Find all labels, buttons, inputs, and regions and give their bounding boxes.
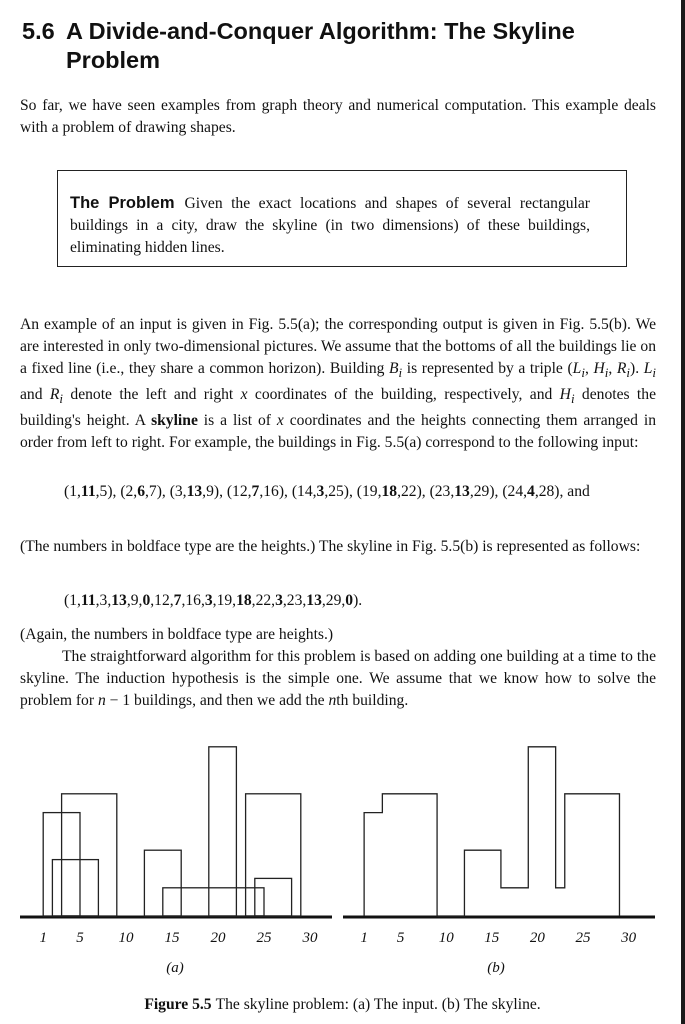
p1-var-l2: L <box>643 360 653 377</box>
p4-suffix-th: th <box>336 692 349 709</box>
p1-var-h: H <box>593 360 605 377</box>
x-tick-label: 1 <box>360 930 368 946</box>
skyline-height: 18 <box>236 592 252 609</box>
x-tick-label: 15 <box>164 930 180 946</box>
panel-label: (b) <box>487 960 505 976</box>
body-paragraph-4 <box>20 646 656 712</box>
skyline-height: 13 <box>111 592 127 609</box>
x-tick-label: 15 <box>484 930 500 946</box>
body-paragraph-2: (The numbers in boldface type are the heights.) The skyline in Fig. 5.5(b) is represented as follows: <box>20 538 641 555</box>
skyline-height: 3 <box>275 592 283 609</box>
x-tick-label: 5 <box>76 930 84 946</box>
p4-text-b: buildings, and then we add the <box>130 692 329 709</box>
p4-minus-one: − 1 <box>105 692 131 709</box>
section-title-line1: A Divide-and-Conquer Algorithm: The Skyline <box>66 18 575 44</box>
skyline-x: 16 <box>185 592 201 609</box>
building-triple: (24,4,28) <box>502 483 560 500</box>
x-tick-label: 10 <box>438 930 454 946</box>
skyline-figure <box>0 740 685 990</box>
skyline-x: 29 <box>325 592 342 609</box>
skyline-x: 19 <box>216 592 233 609</box>
skyline-x: 22 <box>255 592 272 609</box>
panel-label: (a) <box>166 960 184 976</box>
p1-text-b: is represented by a triple ( <box>402 360 573 377</box>
problem-text: Given the exact locations and shapes of several rectangular buildings in a city, draw the skyline (in two dimensions) of these buildings, eliminating hidden lines. <box>70 195 590 256</box>
section-title-line2: Problem <box>66 47 161 73</box>
p1-text-e: denote the left and right <box>63 386 241 404</box>
skyline-height: 3 <box>204 592 213 609</box>
building-triple: (12,7,16) <box>226 483 285 500</box>
skyline-list: (1,11,3,13,9,0,12,7,16,3,19,18,22,3,23,13,29,0). <box>64 592 363 609</box>
skyline-output-list <box>64 590 624 612</box>
p1-var-h2: H <box>559 386 571 404</box>
p4-text-c: building. <box>348 692 409 709</box>
skyline-height: 13 <box>306 592 322 609</box>
p1-var-r: R <box>616 360 627 377</box>
building-rect <box>52 860 98 916</box>
p1-text-g: denotes the building's height. A <box>20 386 656 430</box>
skyline-height: 0 <box>345 592 354 609</box>
p4-var-nth: n <box>328 692 337 709</box>
building-rect <box>246 794 301 916</box>
building-rect <box>255 878 292 916</box>
panel-a-input <box>20 747 332 976</box>
skyline-x: 12 <box>154 592 170 609</box>
p1-text-a: An example of an input is given in Fig. 5.5(a); the corresponding output is given in Fig. 5.5(b). We are interested in only two-dimensional pictures. We assume that the bottoms of all the buildings lie on a fixed line (i.e., they share a common horizon). Building <box>20 316 656 377</box>
body-paragraph-3: (Again, the numbers in boldface type are heights.) <box>20 626 334 643</box>
skyline-x: 1 <box>69 592 77 609</box>
panel-b-skyline <box>343 747 655 976</box>
x-tick-label: 20 <box>529 930 545 946</box>
p1-sub-7: i <box>570 391 575 407</box>
figure-label: Figure 5.5 <box>144 996 212 1013</box>
body-paragraph-1 <box>20 314 656 454</box>
building-rect <box>163 888 264 916</box>
section-number: 5.6 <box>22 18 55 44</box>
p1-sub-6: i <box>59 391 64 407</box>
skyline-x: 23 <box>286 592 303 609</box>
skyline-height: 0 <box>142 592 151 609</box>
figure-caption-text: The skyline problem: (a) The input. (b) The skyline. <box>215 996 541 1013</box>
buildings-list-end: , and <box>559 483 590 500</box>
skyline-x: 9 <box>130 592 139 609</box>
buildings-list: (1,11,5), (2,6,7), (3,13,9), (12,7,16), (14,3,25), (19,18,22), (23,13,29), (24,4,28) <box>64 483 560 500</box>
p1-text-d: and <box>20 386 50 404</box>
x-tick-label: 1 <box>39 930 47 946</box>
x-tick-label: 20 <box>210 930 226 946</box>
p1-text-c: ). <box>630 360 644 377</box>
problem-box <box>57 170 627 267</box>
figure-caption <box>0 995 685 1015</box>
p1-sub-1: i <box>398 365 403 381</box>
building-rect <box>209 747 237 916</box>
p1-comma-1: , <box>584 360 594 377</box>
building-triple: (23,13,29) <box>429 483 495 500</box>
x-tick-label: 30 <box>621 930 637 946</box>
intro-paragraph: So far, we have seen examples from graph theory and numerical computation. This example deals with a problem of drawing shapes. <box>20 97 656 136</box>
problem-statement <box>70 192 590 259</box>
p1-sub-4: i <box>626 365 630 381</box>
skyline-height: 11 <box>80 592 96 609</box>
p1-sub-5: i <box>652 365 657 381</box>
buildings-input-list <box>64 481 624 503</box>
x-tick-label: 25 <box>256 930 272 946</box>
section-heading <box>22 17 622 75</box>
building-triple: (1,11,5) <box>64 483 113 500</box>
p4-text-a: The straightforward algorithm for this problem is based on adding one building at a time to the skyline. The induction hypothesis is the simple one. We assume that we know how to solve the problem for <box>20 648 656 709</box>
p1-text-f: coordinates of the building, respectively, and <box>247 386 560 404</box>
problem-label: The Problem <box>70 194 175 212</box>
p1-var-x: x <box>240 386 248 404</box>
p1-var-x2: x <box>276 412 284 430</box>
p1-text-h: is a list of <box>197 412 277 430</box>
building-triple: (2,6,7) <box>120 483 162 500</box>
x-tick-label: 30 <box>302 930 318 946</box>
p1-var-l: L <box>572 360 582 377</box>
p4-var-n: n <box>97 692 106 709</box>
p1-sub-2: i <box>581 365 585 381</box>
skyline-outline <box>364 747 619 916</box>
skyline-x: 3 <box>99 592 108 609</box>
p1-var-r2: R <box>49 386 60 404</box>
p1-comma-2: , <box>608 360 617 377</box>
building-triple: (3,13,9) <box>169 483 220 500</box>
p1-term-skyline: skyline <box>151 412 198 430</box>
x-tick-label: 10 <box>118 930 134 946</box>
x-tick-label: 25 <box>575 930 591 946</box>
p1-sub-3: i <box>604 365 609 381</box>
x-tick-label: 5 <box>396 930 405 946</box>
building-triple: (19,18,22) <box>356 483 422 500</box>
building-triple: (14,3,25) <box>291 483 349 500</box>
skyline-height: 7 <box>173 592 182 609</box>
p1-var-b: B <box>389 360 399 377</box>
p1-text-i: coordinates and the heights connecting them arranged in order from left to right. For example, the buildings in Fig. 5.5(a) correspond to the following input: <box>20 412 656 452</box>
